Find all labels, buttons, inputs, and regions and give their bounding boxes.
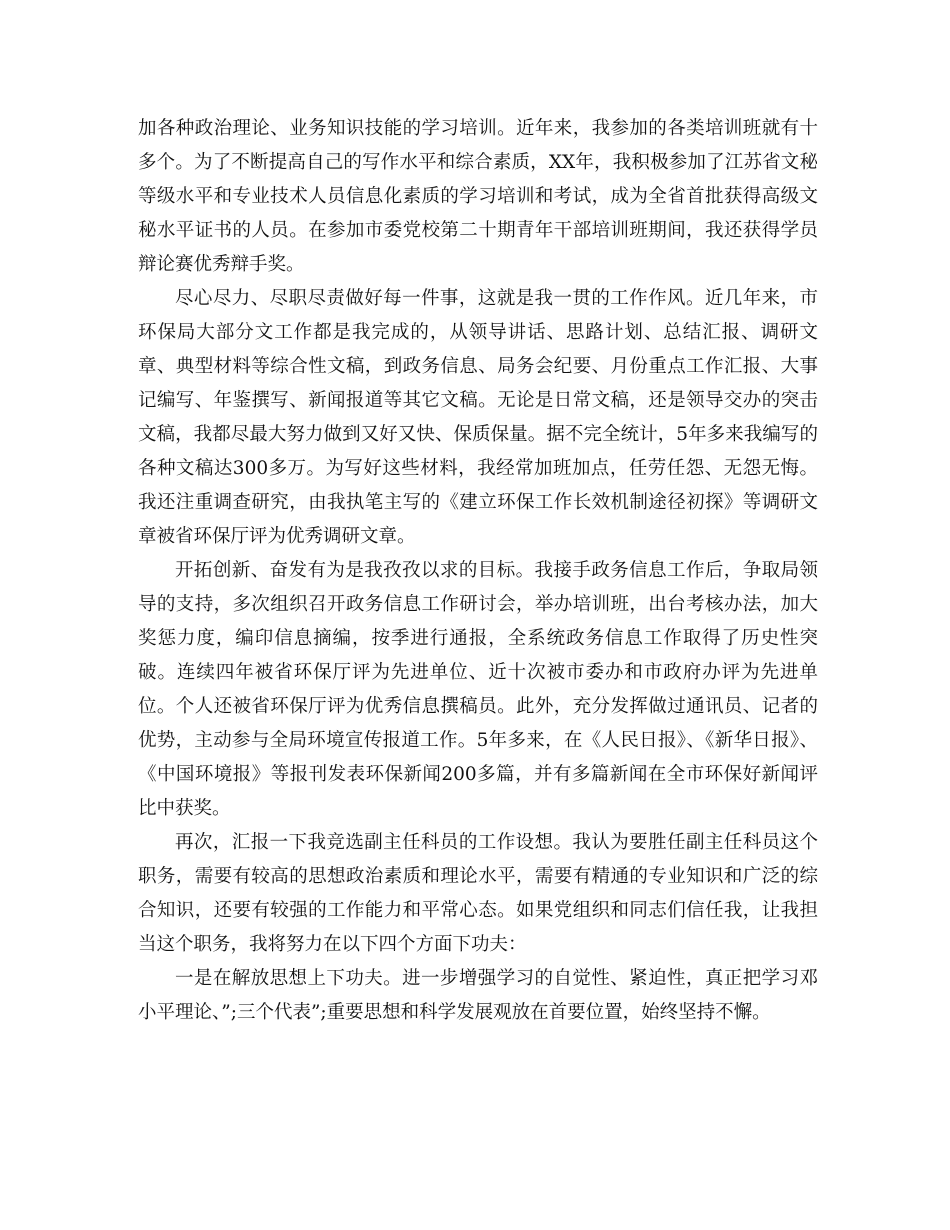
paragraph-5: 一是在解放思想上下功夫。进一步增强学习的自觉性、紧迫性，真正把学习邓小平理论、”;三个代表”;重要思想和科学发展观放在首要位置，始终坚持不懈。: [138, 968, 818, 1023]
paragraph-3: 开拓创新、奋发有为是我孜孜以求的目标。我接手政务信息工作后，争取局领导的支持，多次组织召开政务信息工作研讨会，举办培训班，出台考核办法，加大奖惩力度，编印信息摘编，按季进行通报，全系统政务信息工作取得了历史性突破。连续四年被省环保厅评为先进单位、近十次被市委办和市政府办评为先进单位。个人还被省环保厅评为优秀信息撰稿员。此外，充分发挥做过通讯员、记者的优势，主动参与全局环境宣传报道工作。5年多来，在《人民日报》、《新华日报》、《中国环境报》等报刊发表环保新闻200多篇，并有多篇新闻在全市环保好新闻评比中获奖。: [138, 560, 818, 819]
paragraph-2: 尽心尽力、尽职尽责做好每一件事，这就是我一贯的工作作风。近几年来，市环保局大部分文工作都是我完成的，从领导讲话、思路计划、总结汇报、调研文章、典型材料等综合性文稿，到政务信息、局务会纪要、月份重点工作汇报、大事记编写、年鉴撰写、新闻报道等其它文稿。无论是日常文稿，还是领导交办的突击文稿，我都尽最大努力做到又好又快、保质保量。据不完全统计，5年多来我编写的各种文稿达300多万。为写好这些材料，我经常加班加点，任劳任怨、无怨无悔。我还注重调查研究，由我执笔主写的《建立环保工作长效机制途径初探》等调研文章被省环保厅评为优秀调研文章。: [138, 288, 818, 547]
paragraph-1: 加各种政治理论、业务知识技能的学习培训。近年来，我参加的各类培训班就有十多个。为了不断提高自己的写作水平和综合素质，XX年，我积极参加了江苏省文秘等级水平和专业技术人员信息化素质的学习培训和考试，成为全省首批获得高级文秘水平证书的人员。在参加市委党校第二十期青年干部培训班期间，我还获得学员辩论赛优秀辩手奖。: [138, 118, 818, 275]
paragraph-4: 再次，汇报一下我竞选副主任科员的工作设想。我认为要胜任副主任科员这个职务，需要有较高的思想政治素质和理论水平，需要有精通的专业知识和广泛的综合知识，还要有较强的工作能力和平常心态。如果党组织和同志们信任我，让我担当这个职务，我将努力在以下四个方面下功夫：: [138, 832, 818, 955]
document-body: [138, 112, 818, 1030]
